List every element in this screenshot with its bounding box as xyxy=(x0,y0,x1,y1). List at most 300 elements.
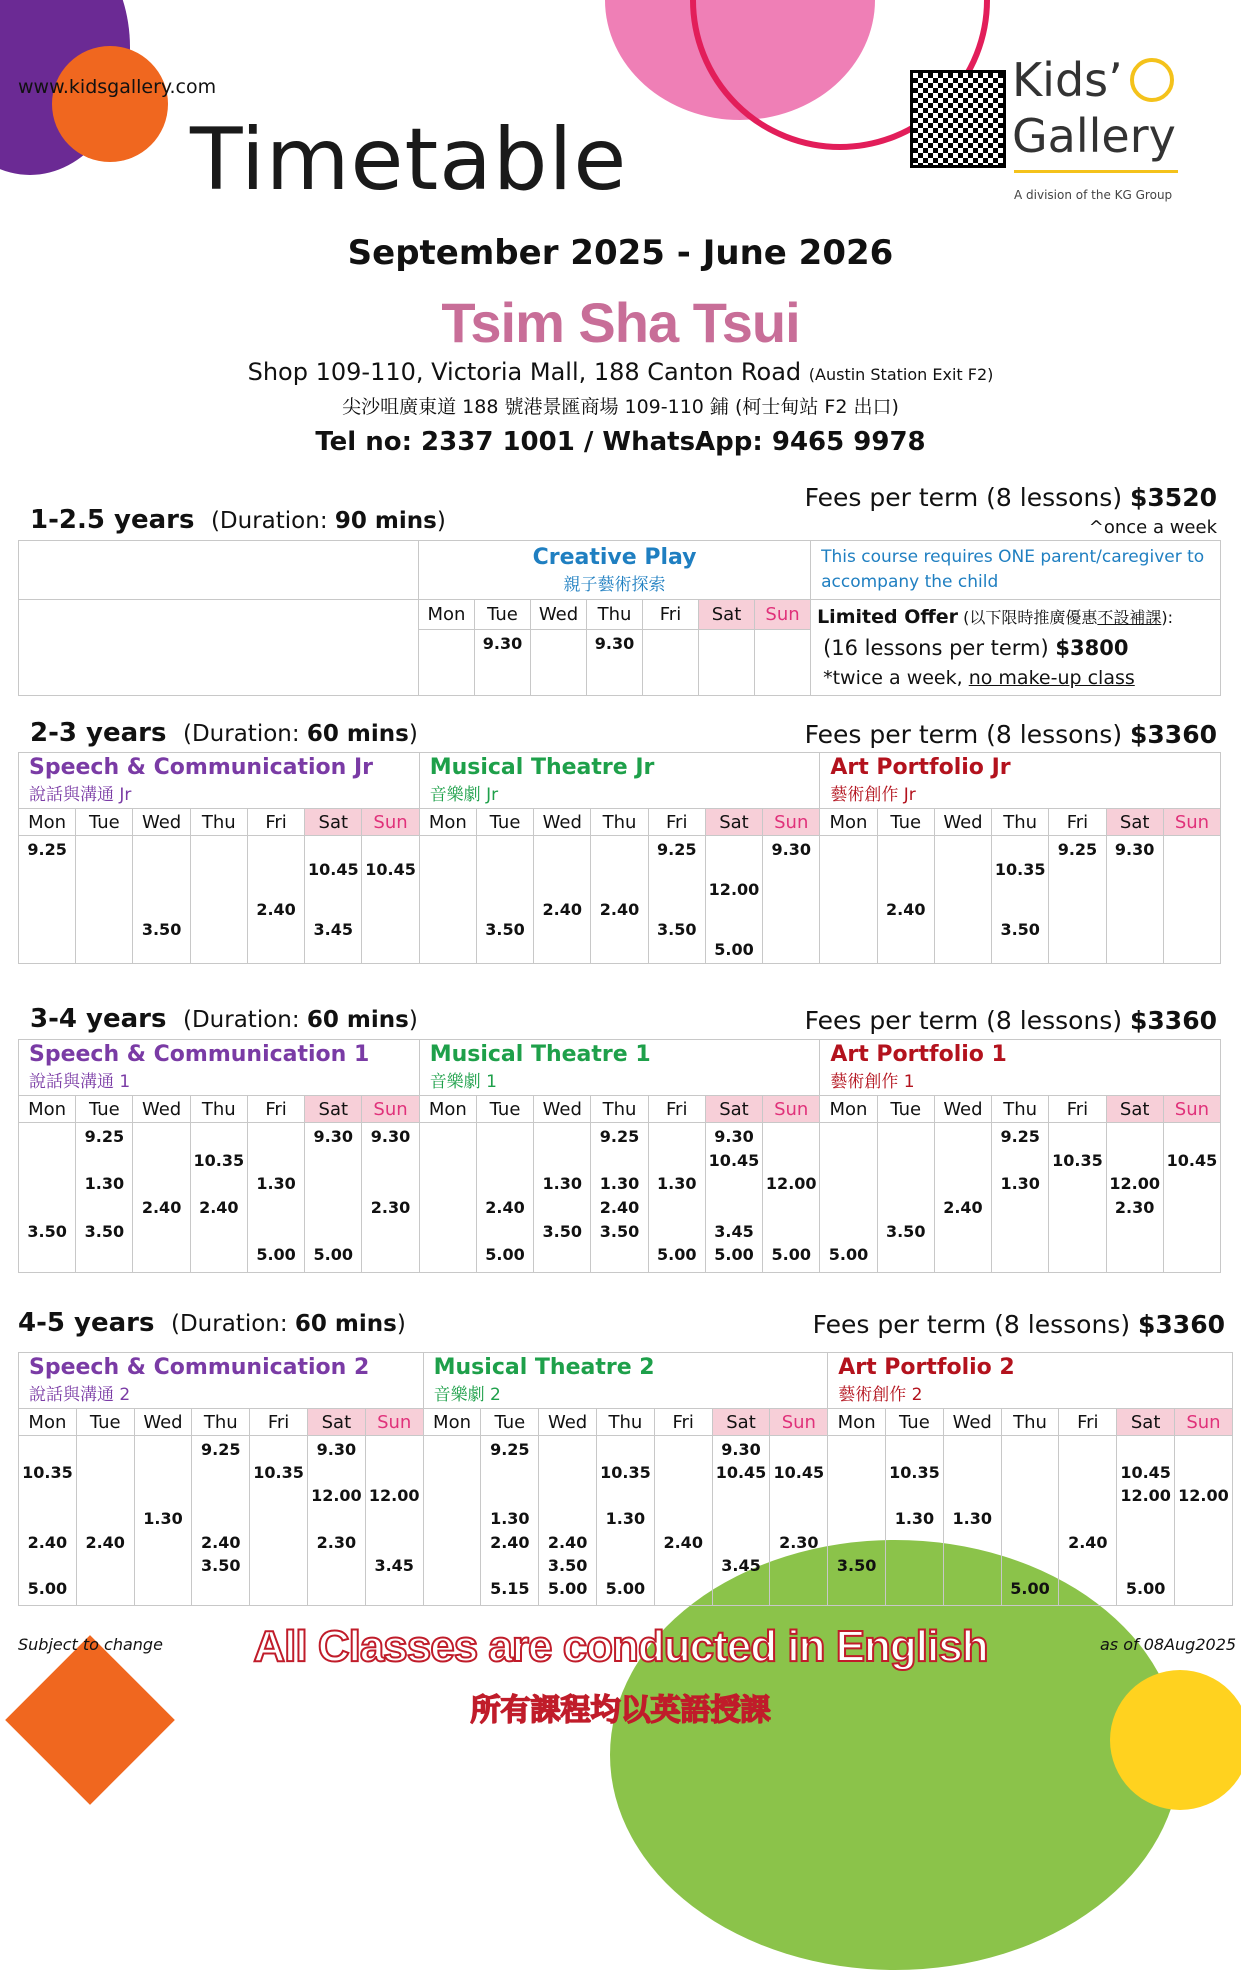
limited-offer xyxy=(811,600,1221,696)
time-cell xyxy=(133,1123,190,1273)
day-header: Tue xyxy=(476,1096,533,1123)
blank-cell xyxy=(19,600,419,696)
time-cell xyxy=(476,836,533,964)
fees-label: Fees per term (8 lessons) xyxy=(804,1006,1131,1035)
day-header: Wed xyxy=(539,1409,597,1436)
class-time: 10.45 xyxy=(1120,1463,1171,1483)
time-cell xyxy=(934,1123,991,1273)
class-time: 1.30 xyxy=(84,1174,125,1194)
class-time: 9.30 xyxy=(1114,840,1155,859)
time-cell xyxy=(992,836,1049,964)
course-name-zh: 音樂劇 Jr xyxy=(429,785,499,805)
day-header: Wed xyxy=(943,1409,1001,1436)
class-time: 3.50 xyxy=(201,1555,241,1575)
time-cell xyxy=(305,836,362,964)
section-heading xyxy=(18,1308,406,1338)
class-time: 3.45 xyxy=(374,1555,414,1575)
course-header-speech xyxy=(19,1353,424,1409)
class-time: 5.00 xyxy=(771,1245,811,1265)
day-header: Sun xyxy=(365,1409,423,1436)
class-time: 5.00 xyxy=(547,1578,588,1598)
smile-icon xyxy=(1130,58,1174,102)
day-header: Thu xyxy=(1001,1409,1059,1436)
class-time: 10.35 xyxy=(600,1463,651,1483)
class-time: 10.35 xyxy=(994,860,1046,879)
duration-close: ) xyxy=(396,1311,406,1337)
course-name: Speech & Communication 2 xyxy=(29,1355,370,1380)
class-time: 3.50 xyxy=(657,920,697,939)
day-header: Sat xyxy=(705,1096,762,1123)
class-time: 3.45 xyxy=(714,1221,754,1241)
time-cell xyxy=(1163,836,1220,964)
day-header: Tue xyxy=(76,1409,134,1436)
duration-label: (Duration: xyxy=(182,1007,307,1033)
day-header: Fri xyxy=(648,809,705,836)
day-header: Tue xyxy=(76,809,133,836)
time-cell xyxy=(1059,1436,1117,1606)
day-header: Thu xyxy=(190,1096,247,1123)
time-cell xyxy=(712,1436,770,1606)
class-time: 5.00 xyxy=(1125,1578,1166,1598)
time-cell xyxy=(531,630,587,696)
time-cell xyxy=(307,1436,365,1606)
parent-requirement-note: This course requires ONE parent/caregiver to accompany the child xyxy=(811,541,1221,600)
class-time: 9.25 xyxy=(1057,840,1098,859)
day-header: Tue xyxy=(475,600,531,630)
subject-to-change: Subject to change xyxy=(18,1635,163,1654)
time-cell xyxy=(76,1436,134,1606)
time-cell xyxy=(992,1123,1049,1273)
time-cell xyxy=(247,1123,304,1273)
course-name: Speech & Communication Jr xyxy=(29,755,374,780)
day-header: Sat xyxy=(1117,1409,1175,1436)
address xyxy=(0,358,1241,386)
duration-value: 90 mins xyxy=(334,508,437,534)
time-cell xyxy=(481,1436,539,1606)
class-time: 1.30 xyxy=(542,1174,583,1194)
class-time: 10.45 xyxy=(307,860,359,879)
class-time: 2.40 xyxy=(599,1198,640,1217)
class-time: 2.40 xyxy=(85,1532,125,1552)
day-header: Sun xyxy=(1175,1409,1233,1436)
branch-name: Tsim Sha Tsui xyxy=(441,291,800,354)
time-cell xyxy=(943,1436,1001,1606)
time-cell xyxy=(648,1123,705,1273)
time-cell xyxy=(192,1436,250,1606)
class-time: 2.40 xyxy=(27,1532,68,1552)
duration-close: ) xyxy=(408,721,418,747)
class-time: 1.30 xyxy=(256,1174,296,1194)
course-name-zh: 親子藝術探索 xyxy=(563,575,666,595)
time-cell xyxy=(475,630,531,696)
course-name-zh: 藝術創作 2 xyxy=(838,1385,923,1405)
day-header: Mon xyxy=(820,1096,877,1123)
duration-label: (Duration: xyxy=(182,721,307,747)
class-time: 2.40 xyxy=(663,1532,703,1552)
time-cell xyxy=(877,836,934,964)
time-cell xyxy=(597,1436,655,1606)
blank-cell xyxy=(19,541,419,600)
fees-label: Fees per term (8 lessons) xyxy=(804,720,1131,749)
fees-line xyxy=(700,1006,1217,1035)
class-time: 12.00 xyxy=(1178,1486,1229,1506)
time-cell xyxy=(591,836,648,964)
day-header: Mon xyxy=(419,809,476,836)
day-header: Thu xyxy=(591,809,648,836)
course-header-musical xyxy=(423,1353,828,1409)
timetable-creative-play xyxy=(18,540,1221,696)
class-time: 9.30 xyxy=(594,634,635,654)
day-header: Tue xyxy=(877,1096,934,1123)
day-header: Sat xyxy=(305,809,362,836)
time-cell xyxy=(419,630,475,696)
logo-line2: Gallery xyxy=(1012,109,1176,163)
class-time: 3.50 xyxy=(542,1221,583,1241)
day-header: Sun xyxy=(763,1096,820,1123)
day-header: Sat xyxy=(705,809,762,836)
class-time: 1.30 xyxy=(599,1174,640,1194)
address-line: Shop 109-110, Victoria Mall, 188 Canton Road xyxy=(247,358,802,386)
course-name: Musical Theatre Jr xyxy=(429,755,655,780)
day-header: Mon xyxy=(19,1409,77,1436)
english-banner: All Classes are conducted in English xyxy=(253,1622,988,1671)
offer-note-underline: no make-up class xyxy=(968,667,1135,689)
qr-code xyxy=(910,70,1006,168)
class-time: 2.30 xyxy=(370,1198,411,1217)
class-time: 1.30 xyxy=(490,1509,530,1529)
class-time: 1.30 xyxy=(143,1509,183,1529)
course-name-zh: 音樂劇 2 xyxy=(433,1385,501,1405)
class-time: 1.30 xyxy=(657,1174,697,1194)
class-time: 5.00 xyxy=(714,940,754,959)
course-name: Speech & Communication 1 xyxy=(29,1042,370,1067)
timetable-4-5-years xyxy=(18,1352,1233,1606)
class-time: 10.35 xyxy=(193,1150,245,1170)
course-name: Art Portfolio Jr xyxy=(830,755,1011,780)
day-header: Mon xyxy=(419,1096,476,1123)
day-header: Fri xyxy=(250,1409,308,1436)
course-header-musical xyxy=(419,1040,820,1096)
day-header: Wed xyxy=(133,809,190,836)
class-time: 5.00 xyxy=(313,1245,354,1265)
day-header: Sat xyxy=(712,1409,770,1436)
class-time: 3.50 xyxy=(141,920,182,939)
time-cell xyxy=(190,1123,247,1273)
class-time: 12.00 xyxy=(368,1486,420,1506)
class-time: 2.40 xyxy=(201,1532,241,1552)
class-time: 3.50 xyxy=(1000,920,1040,939)
class-time: 3.50 xyxy=(547,1555,588,1575)
offer-title: Limited Offer xyxy=(817,606,958,628)
fees-line xyxy=(700,1310,1225,1339)
class-time: 9.30 xyxy=(316,1440,357,1459)
class-time: 10.35 xyxy=(1052,1150,1103,1170)
time-cell xyxy=(76,836,133,964)
day-header: Thu xyxy=(587,600,643,630)
class-time: 10.45 xyxy=(365,860,416,879)
time-cell xyxy=(419,1123,476,1273)
duration-value: 60 mins xyxy=(306,1007,409,1033)
duration-close: ) xyxy=(436,508,446,534)
course-name: Art Portfolio 1 xyxy=(830,1042,1007,1067)
day-header: Thu xyxy=(190,809,247,836)
age-group: 2-3 years xyxy=(30,718,167,748)
class-time: 2.30 xyxy=(316,1532,357,1552)
class-time: 12.00 xyxy=(1109,1174,1160,1194)
class-time: 9.25 xyxy=(27,840,67,859)
class-time: 5.00 xyxy=(485,1245,525,1265)
class-time: 2.40 xyxy=(943,1198,983,1217)
duration-value: 60 mins xyxy=(306,721,409,747)
day-header: Thu xyxy=(192,1409,250,1436)
day-header: Sun xyxy=(1163,1096,1220,1123)
day-header: Fri xyxy=(643,600,699,630)
time-cell xyxy=(1117,1436,1175,1606)
course-name: Art Portfolio 2 xyxy=(838,1355,1015,1380)
class-time: 9.25 xyxy=(599,1127,640,1146)
section-heading xyxy=(30,718,418,748)
time-cell xyxy=(886,1436,944,1606)
class-time: 5.00 xyxy=(256,1245,296,1265)
duration-label: (Duration: xyxy=(210,508,335,534)
day-header: Tue xyxy=(476,809,533,836)
fees-value: $3520 xyxy=(1130,483,1217,512)
day-header: Fri xyxy=(654,1409,712,1436)
day-header: Sun xyxy=(770,1409,828,1436)
day-header: Tue xyxy=(481,1409,539,1436)
class-time: 1.30 xyxy=(894,1509,935,1529)
course-name-zh: 說話與溝通 1 xyxy=(29,1072,131,1092)
class-time: 2.40 xyxy=(256,900,296,919)
section-heading xyxy=(30,505,446,535)
day-header: Sat xyxy=(307,1409,365,1436)
time-cell xyxy=(362,836,419,964)
time-cell xyxy=(934,836,991,964)
class-time: 9.25 xyxy=(1000,1127,1040,1146)
class-time: 3.50 xyxy=(885,1221,926,1241)
time-cell xyxy=(190,836,247,964)
day-header: Mon xyxy=(419,600,475,630)
time-cell xyxy=(770,1436,828,1606)
time-cell xyxy=(877,1123,934,1273)
time-cell xyxy=(19,1436,77,1606)
class-time: 3.50 xyxy=(27,1221,67,1241)
time-cell xyxy=(587,630,643,696)
timetable-3-4-years xyxy=(18,1039,1221,1273)
time-cell xyxy=(476,1123,533,1273)
day-header: Tue xyxy=(877,809,934,836)
time-cell xyxy=(820,836,877,964)
course-name: Creative Play xyxy=(532,545,697,570)
day-header: Thu xyxy=(591,1096,648,1123)
class-time: 10.35 xyxy=(22,1463,73,1483)
day-header: Wed xyxy=(531,600,587,630)
class-time: 2.40 xyxy=(542,900,583,919)
day-header: Wed xyxy=(133,1096,190,1123)
duration-close: ) xyxy=(408,1007,418,1033)
fees-line xyxy=(700,720,1217,749)
class-time: 10.45 xyxy=(708,1150,760,1170)
time-cell xyxy=(1001,1436,1059,1606)
day-header: Fri xyxy=(1049,809,1106,836)
time-cell xyxy=(365,1436,423,1606)
day-header: Sat xyxy=(699,600,755,630)
class-time: 1.30 xyxy=(952,1509,992,1529)
day-header: Mon xyxy=(820,809,877,836)
time-cell xyxy=(699,630,755,696)
time-cell xyxy=(591,1123,648,1273)
course-header-art xyxy=(820,753,1221,809)
offer-price: $3800 xyxy=(1055,636,1129,660)
offer-zh-suffix: ): xyxy=(1161,608,1173,627)
course-name-zh: 說話與溝通 2 xyxy=(29,1385,131,1405)
class-time: 9.30 xyxy=(370,1127,411,1146)
time-cell xyxy=(820,1123,877,1273)
time-cell xyxy=(643,630,699,696)
time-cell xyxy=(419,836,476,964)
time-cell xyxy=(534,1123,591,1273)
class-time: 2.40 xyxy=(885,900,926,919)
day-header: Sun xyxy=(362,1096,419,1123)
time-cell xyxy=(828,1436,886,1606)
course-name-zh: 說話與溝通 Jr xyxy=(29,785,132,805)
time-cell xyxy=(19,1123,76,1273)
class-time: 2.40 xyxy=(599,900,640,919)
time-cell xyxy=(763,1123,820,1273)
day-header: Mon xyxy=(19,809,76,836)
offer-line: (16 lessons per term) xyxy=(823,636,1056,660)
page-title: Timetable xyxy=(190,110,628,210)
time-cell xyxy=(534,836,591,964)
class-time: 2.40 xyxy=(141,1198,182,1217)
class-time: 10.35 xyxy=(889,1463,940,1483)
class-time: 2.40 xyxy=(1068,1532,1108,1552)
time-cell xyxy=(250,1436,308,1606)
class-time: 3.50 xyxy=(599,1221,640,1241)
day-header: Fri xyxy=(648,1096,705,1123)
time-cell xyxy=(755,630,811,696)
class-time: 9.25 xyxy=(657,840,697,859)
logo-underline xyxy=(1014,170,1178,173)
class-time: 3.50 xyxy=(836,1555,877,1575)
time-cell xyxy=(19,836,76,964)
contact-tel: Tel no: 2337 1001 / WhatsApp: 9465 9978 xyxy=(315,427,926,457)
class-time: 9.30 xyxy=(721,1440,761,1459)
time-cell xyxy=(1175,1436,1233,1606)
day-header: Sun xyxy=(1163,809,1220,836)
section-heading xyxy=(30,1004,418,1034)
age-group: 4-5 years xyxy=(18,1308,155,1338)
class-time: 5.00 xyxy=(714,1245,754,1265)
day-header: Thu xyxy=(597,1409,655,1436)
time-cell xyxy=(539,1436,597,1606)
time-cell xyxy=(648,836,705,964)
class-time: 10.45 xyxy=(715,1463,767,1483)
class-time: 5.00 xyxy=(828,1245,869,1265)
course-name-zh: 藝術創作 Jr xyxy=(830,785,916,805)
day-header: Wed xyxy=(534,809,591,836)
course-header-speech xyxy=(19,753,420,809)
day-header: Thu xyxy=(992,1096,1049,1123)
class-time: 2.40 xyxy=(490,1532,530,1552)
day-header: Fri xyxy=(247,1096,304,1123)
website-url[interactable]: www.kidsgallery.com xyxy=(18,76,217,98)
as-of-date: as of 08Aug2025 xyxy=(1100,1635,1237,1654)
course-name-zh: 音樂劇 1 xyxy=(429,1072,497,1092)
class-time: 9.25 xyxy=(490,1440,530,1459)
time-cell xyxy=(133,836,190,964)
day-header: Sat xyxy=(1106,809,1163,836)
fees-label: Fees per term (8 lessons) xyxy=(804,483,1131,512)
duration-value: 60 mins xyxy=(294,1311,397,1337)
offer-zh-prefix: (以下限時推廣優惠 xyxy=(958,608,1098,627)
day-header: Sat xyxy=(1106,1096,1163,1123)
time-cell xyxy=(76,1123,133,1273)
day-header: Sat xyxy=(305,1096,362,1123)
class-time: 3.45 xyxy=(313,920,354,939)
class-time: 12.00 xyxy=(708,880,760,899)
time-cell xyxy=(763,836,820,964)
class-time: 2.30 xyxy=(779,1532,819,1552)
day-header: Sun xyxy=(755,600,811,630)
duration-label: (Duration: xyxy=(170,1311,295,1337)
time-cell xyxy=(423,1436,481,1606)
class-time: 9.30 xyxy=(313,1127,354,1146)
logo-subtitle: A division of the KG Group xyxy=(1014,188,1173,202)
day-header: Tue xyxy=(886,1409,944,1436)
course-name-zh: 藝術創作 1 xyxy=(830,1072,915,1092)
day-header: Mon xyxy=(828,1409,886,1436)
address-note: (Austin Station Exit F2) xyxy=(808,365,994,384)
fees-label: Fees per term (8 lessons) xyxy=(812,1310,1139,1339)
time-cell xyxy=(134,1436,192,1606)
class-time: 9.25 xyxy=(201,1440,241,1459)
logo-line1: Kids’ xyxy=(1012,53,1123,107)
age-group: 3-4 years xyxy=(30,1004,167,1034)
class-time: 3.50 xyxy=(485,920,525,939)
day-header: Fri xyxy=(1049,1096,1106,1123)
class-time: 12.00 xyxy=(311,1486,362,1506)
class-time: 2.40 xyxy=(199,1198,239,1217)
day-header: Wed xyxy=(934,1096,991,1123)
course-header-speech xyxy=(19,1040,420,1096)
class-time: 3.50 xyxy=(84,1221,125,1241)
day-header: Fri xyxy=(247,809,304,836)
class-time: 5.15 xyxy=(490,1578,530,1598)
class-time: 9.30 xyxy=(714,1127,754,1146)
class-time: 12.00 xyxy=(1120,1486,1171,1506)
time-cell xyxy=(1049,1123,1106,1273)
english-banner-zh: 所有課程均以英語授課 xyxy=(470,1693,771,1728)
term-period: September 2025 - June 2026 xyxy=(347,233,894,273)
day-header: Thu xyxy=(992,809,1049,836)
class-time: 2.30 xyxy=(1114,1198,1155,1217)
time-cell xyxy=(1106,836,1163,964)
class-time: 10.35 xyxy=(253,1463,304,1483)
course-header xyxy=(419,541,811,600)
class-time: 5.00 xyxy=(1010,1578,1050,1598)
offer-note: *twice a week, xyxy=(823,667,969,689)
day-header: Tue xyxy=(76,1096,133,1123)
class-time: 3.45 xyxy=(721,1555,761,1575)
decor-orange-circle xyxy=(52,46,168,162)
class-time: 2.40 xyxy=(547,1532,588,1552)
course-header-musical xyxy=(419,753,820,809)
course-name: Musical Theatre 2 xyxy=(433,1355,655,1380)
time-cell xyxy=(705,1123,762,1273)
time-cell xyxy=(1049,836,1106,964)
day-header: Fri xyxy=(1059,1409,1117,1436)
